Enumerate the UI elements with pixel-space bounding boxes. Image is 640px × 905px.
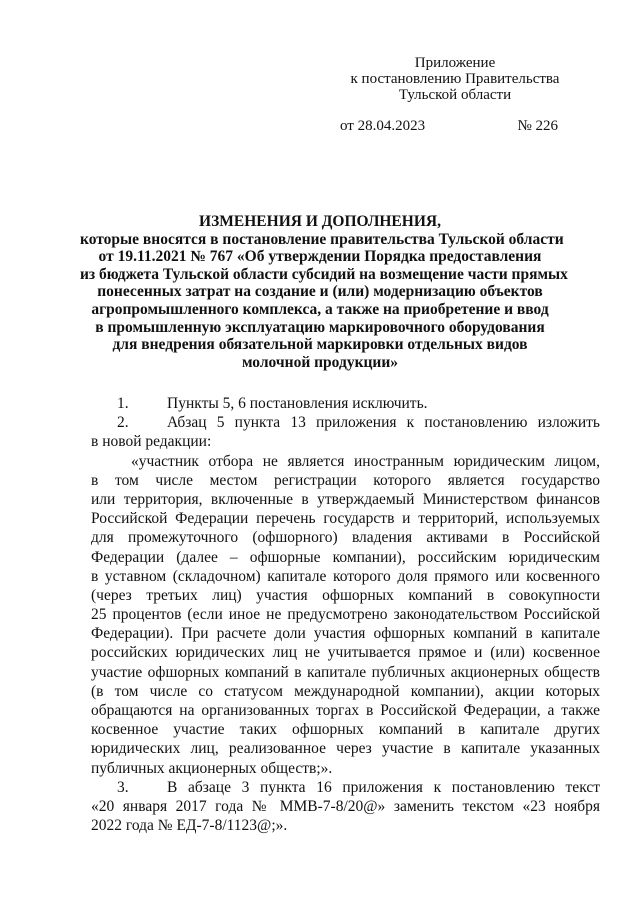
item-number: 3. [117,778,129,796]
quote-line: в уставном (складочном) капитале которого доля прямого или косвенного [91,567,600,585]
quote-line: обращаются на организованных торгах в Российской Федерации, а также [91,702,600,719]
annex-reference: к постановлению Правительства [350,71,560,87]
quote-line: Российской Федерации перечень государств и территорий, используемых [91,510,600,528]
item-text: В абзаце 3 пункта 16 приложения к постановлению текст [167,778,600,796]
title-line: молочной продукции» [241,353,399,371]
item-text-continuation: в новой редакции: [91,433,212,451]
document-title [80,213,568,371]
title-line: в промышленную эксплуатацию маркировочного оборудования [95,318,545,336]
title-line: которые вносятся в постановление правительства Тульской области [80,230,564,248]
quote-line: участие офшорных компаний в капитале публичных акционерных обществ [91,663,600,681]
annex-label: Приложение [414,55,496,71]
annex-region: Тульской области [398,87,512,103]
quote-line: или территория, включенные в утверждаемый Министерством финансов [91,490,600,508]
item-text: Абзац 5 пункта 13 приложения к постановлению изложить [167,414,600,432]
item-2 [91,413,600,432]
quote-line: «участник отбора не является иностранным юридическим лицом, [131,452,600,470]
item-text-continuation: 2022 года № ЕД-7-8/1123@;». [91,817,288,835]
quote-line: российских юридических лиц не учитывается прямое и (или) косвенное [91,644,600,662]
title-line: агропромышленного комплекса, а также на приобретение и ввод [91,300,549,318]
title-line: ИЗМЕНЕНИЯ И ДОПОЛНЕНИЯ, [199,213,441,230]
item-number: 1. [117,395,129,412]
item-number: 2. [117,414,129,432]
item-1 [91,394,600,413]
item-3 [91,778,600,797]
decree-date: от 28.04.2023 [340,118,426,134]
decree-number: № 226 [517,118,558,134]
item-text-continuation: «20 января 2017 года № ММВ-7-8/20@» заменить текстом «23 ноября [91,797,600,815]
quote-line: юридических лиц, реализованное через участие в капитале указанных [91,740,600,758]
item-text: Пункты 5, 6 постановления исключить. [167,395,428,412]
quote-line: публичных акционерных обществ;». [91,759,333,777]
quote-line: Федерации (далее – офшорные компании), российским юридическим [91,548,600,566]
quote-line: для промежуточного (офшорного) владения активами в Российской [91,529,600,547]
quote-line: косвенное участие таких офшорных компаний в капитале других [91,721,600,739]
title-line: понесенных затрат на создание и (или) модернизацию объектов [97,283,543,301]
annex-header [340,55,570,103]
quote-line: в том числе местом регистрации которого является государство [91,471,600,489]
document-body [91,394,600,835]
title-line: от 19.11.2021 № 767 «Об утверждении Порядка предоставления [98,248,542,266]
title-line: из бюджета Тульской области субсидий на возмещение части прямых [80,265,568,283]
quote-line: (через третьих лиц) участия офшорных компаний в совокупности [91,586,600,604]
quote-line: Федерации). При расчете доли участия офшорных компаний в капитале [91,625,600,643]
quote-line: (в том числе со статусом международной компании), акции которых [91,682,600,700]
quote-line: 25 процентов (если иное не предусмотрено законодательством Российской [91,606,600,624]
title-line: для внедрения обязательной маркировки отдельных видов [112,336,528,354]
